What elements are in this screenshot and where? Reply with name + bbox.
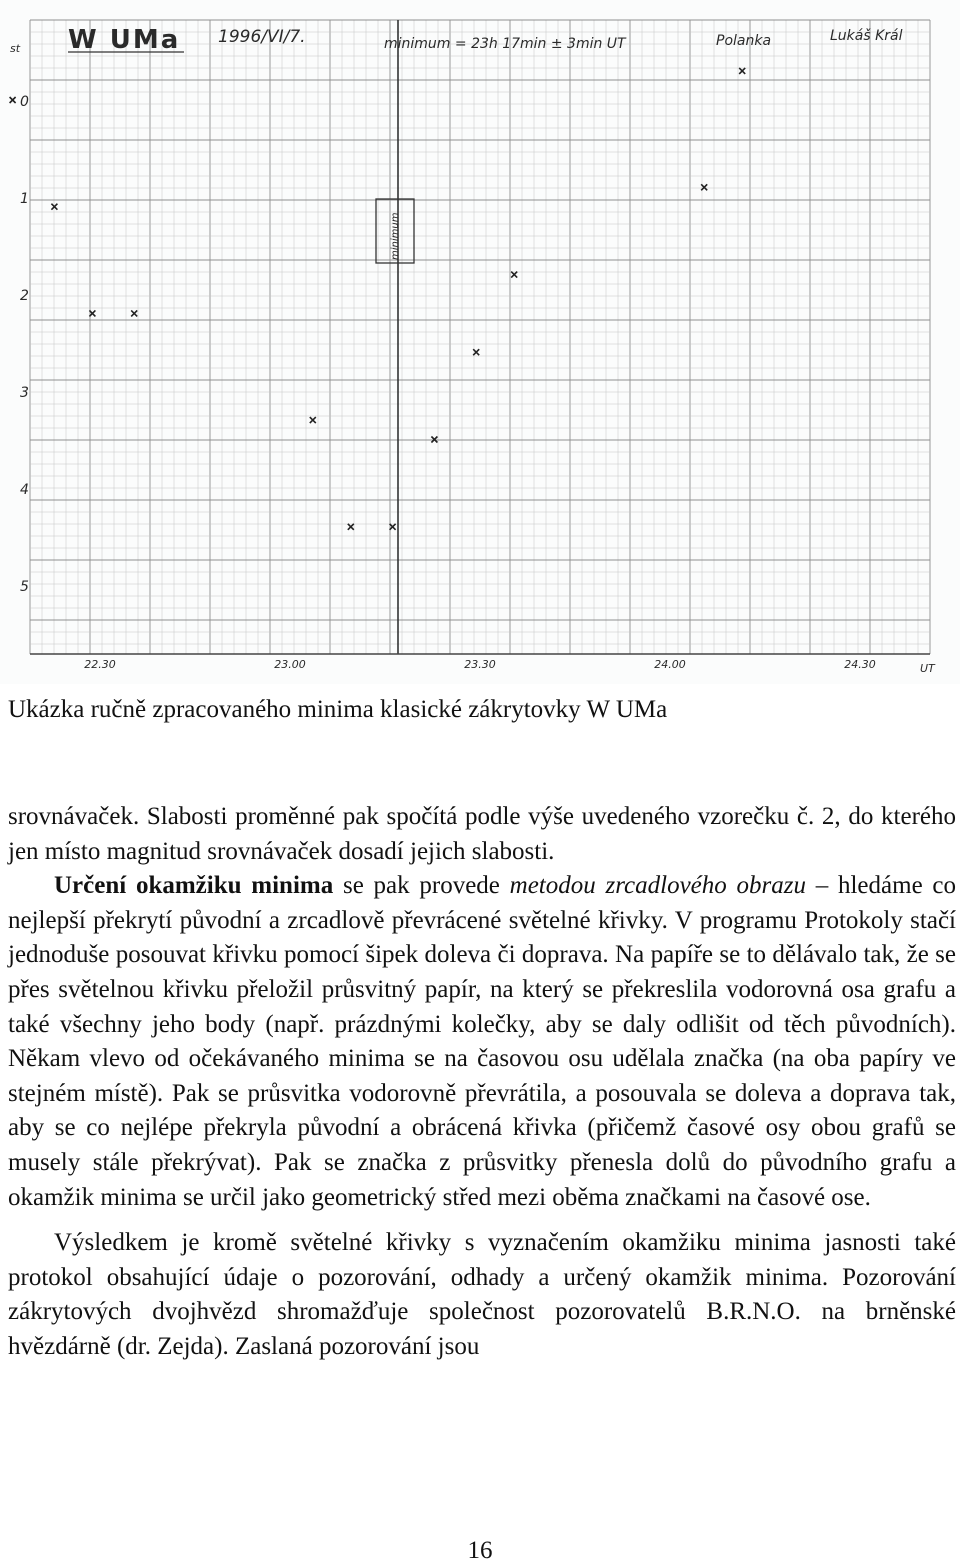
data-points	[10, 68, 746, 530]
y-axis-label: st	[10, 42, 21, 55]
y-tick-label: 1	[20, 191, 29, 207]
paragraph-2-bold-lead: Určení okamžiku minima	[54, 872, 334, 900]
x-tick-label: 22.30	[84, 658, 116, 671]
data-point	[10, 97, 16, 103]
y-tick-label: 5	[20, 579, 29, 595]
y-tick-labels	[20, 94, 29, 595]
data-point	[131, 310, 137, 316]
minimum-note: minimum = 23h 17min ± 3min UT	[384, 36, 626, 52]
data-point	[51, 204, 57, 210]
x-tick-label: 24.30	[844, 658, 876, 671]
place-label: Polanka	[716, 33, 772, 49]
figure-title: W UMa	[68, 25, 181, 55]
body-text	[8, 800, 956, 1365]
x-tick-label: 23.00	[274, 658, 306, 671]
light-curve-figure	[0, 0, 960, 684]
x-tick-label: 24.00	[654, 658, 686, 671]
minimum-box-label: minimum	[390, 212, 401, 260]
figure-date: 1996/VI/7.	[218, 27, 306, 47]
grid	[30, 20, 930, 654]
y-tick-label: 2	[20, 288, 29, 304]
paragraph-3: Výsledkem je kromě světelné křivky s vyznačením okamžiku minima jasnosti také protokol obsahující údaje o pozorování, odhady a určený okamžik minima. Pozorování zákrytových dvojhvězd shromažďuje společnost pozorovatelů B.R.N.O. na brněnské hvězdárně (dr. Zejda). Zaslaná pozorování jsou	[8, 1229, 956, 1360]
paragraph-2-text-a: se pak provede	[333, 872, 510, 900]
figure-caption: Ukázka ručně zpracovaného minima klasické zákrytovky W UMa	[8, 696, 668, 723]
x-tick-labels	[84, 658, 876, 671]
y-tick-label: 3	[20, 385, 29, 401]
paragraph-2-text-b: – hledáme co nejlepší překrytí původní a zrcadlově převrácené světelné křivky. V programu Protokoly stačí jednoduše posouvat křivku pomocí šipek doleva či doprava. Na papíře se to dělávalo tak, že se přes světelnou křivku přeložil průsvitný papír, na který se překreslila vodorovná osa grafu a také všechny jeho body (např. prázdnými kolečky, aby se daly odlišit od těch původních). Někam vlevo od očekávaného minima se na časovou osu udělala značka (na oba papíry ve stejném místě). Pak se průsvitka vodorovně převrátila, a posouvala se doleva a doprava tak, aby se co nejlépe překryla původní a obrácená křivka (přičemž časové osy obou grafů se musely stále překrývat). Pak se značka z průsvitky přenesla dolů do původního grafu a okamžik minima se určil jako geometrický střed mezi oběma značkami na časové ose.	[8, 872, 957, 1211]
data-point	[348, 524, 354, 530]
author-label: Lukáš Král	[830, 28, 903, 44]
x-tick-label: 23.30	[464, 658, 496, 671]
data-point	[431, 437, 437, 443]
data-point	[390, 524, 396, 530]
y-tick-label: 4	[20, 482, 29, 498]
x-axis-label: UT	[920, 662, 935, 675]
paragraph-2-italic: metodou zrcadlového obrazu	[509, 872, 806, 900]
page-number: 16	[467, 1537, 493, 1564]
graph-paper-chart	[0, 0, 960, 684]
paragraph-2	[8, 869, 956, 1215]
data-point	[511, 272, 517, 278]
data-point	[739, 68, 745, 74]
data-point	[310, 417, 316, 423]
y-tick-label: 0	[20, 94, 29, 110]
paragraph-1: srovnávaček. Slabosti proměnné pak spočítá podle výše uvedeného vzorečku č. 2, do kterého jen místo magnitud srovnávaček dosadí jejich slabosti.	[8, 803, 956, 865]
